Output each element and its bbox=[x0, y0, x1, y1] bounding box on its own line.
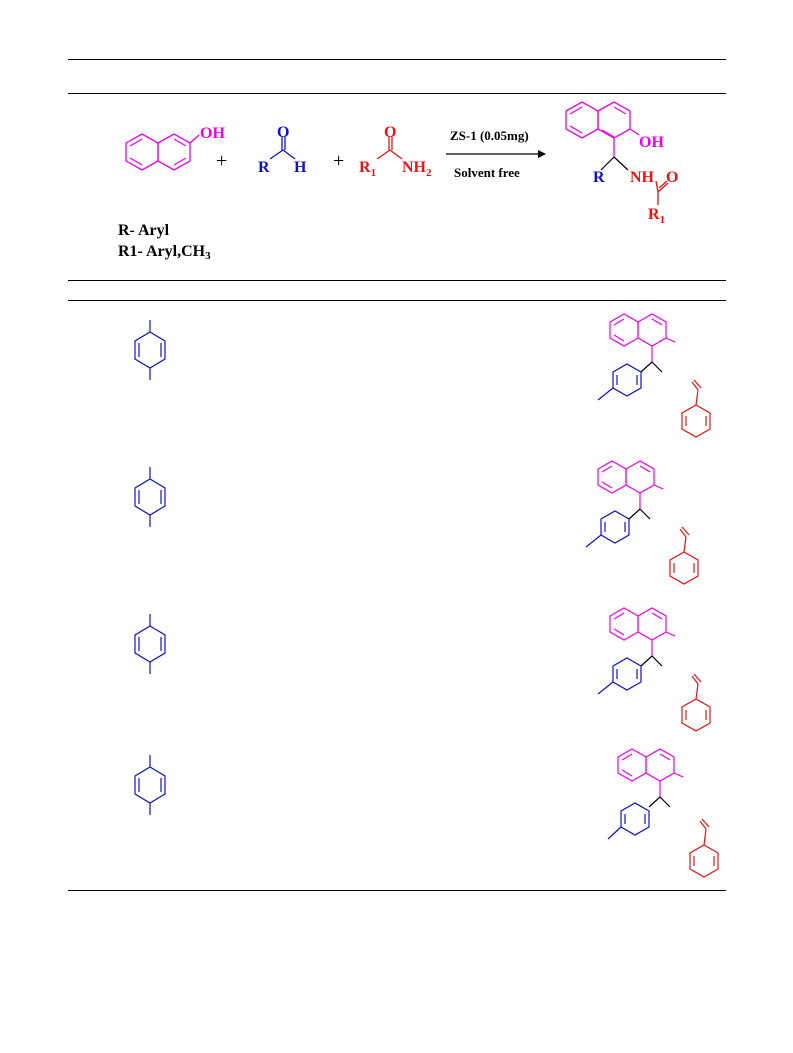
catalyst-label: ZS-1 (0.05mg) bbox=[450, 128, 529, 143]
naphthol-oh-label: OH bbox=[200, 125, 225, 142]
table-row bbox=[68, 604, 726, 744]
legend-r1-line: R1- Aryl,CH3 bbox=[118, 243, 211, 262]
aldehyde-r-label: R bbox=[258, 159, 270, 176]
amide-o-label: O bbox=[384, 124, 397, 141]
product-nh-label: NH bbox=[630, 169, 654, 186]
aldehyde-h-label: H bbox=[294, 159, 307, 176]
aldehyde-aryl-structure bbox=[135, 755, 165, 815]
product-naphthol-structure bbox=[566, 102, 639, 157]
product-o-label: O bbox=[666, 169, 679, 186]
aldehyde-aryl-structure bbox=[135, 614, 165, 674]
product-r1-label: $R_1$ bbox=[648, 206, 666, 226]
product-oh-label: OH bbox=[639, 134, 664, 151]
aldehyde-aryl-structure bbox=[135, 320, 165, 380]
naphthol-structure bbox=[126, 134, 199, 170]
table-top-rule bbox=[68, 59, 726, 60]
column-header-rule bbox=[68, 300, 726, 301]
product-structure bbox=[608, 749, 718, 877]
aldehyde-aryl-structure bbox=[135, 467, 165, 527]
product-r-label: R bbox=[593, 169, 605, 186]
plus-sign-1: + bbox=[216, 150, 228, 172]
legend-r-line: R- Aryl bbox=[118, 222, 170, 239]
reaction-arrowhead bbox=[538, 150, 546, 158]
table-header-rule bbox=[68, 93, 726, 94]
plus-sign-2: + bbox=[333, 150, 345, 172]
table-row bbox=[68, 457, 726, 597]
product-structure bbox=[598, 314, 710, 437]
scheme-bottom-rule bbox=[68, 280, 726, 281]
product-structure bbox=[598, 608, 710, 731]
amide-r1-label: $R_1$ bbox=[359, 159, 377, 179]
condition-label: Solvent free bbox=[454, 165, 520, 180]
table-bottom-rule bbox=[68, 890, 726, 891]
product-structure bbox=[586, 461, 698, 584]
table-row bbox=[68, 745, 726, 885]
aldehyde-o-label: O bbox=[277, 124, 290, 141]
table-row bbox=[68, 310, 726, 450]
reaction-scheme bbox=[68, 95, 726, 280]
amide-nh2-label: $NH_2$ bbox=[402, 159, 432, 179]
product-linker-structure bbox=[601, 157, 628, 170]
